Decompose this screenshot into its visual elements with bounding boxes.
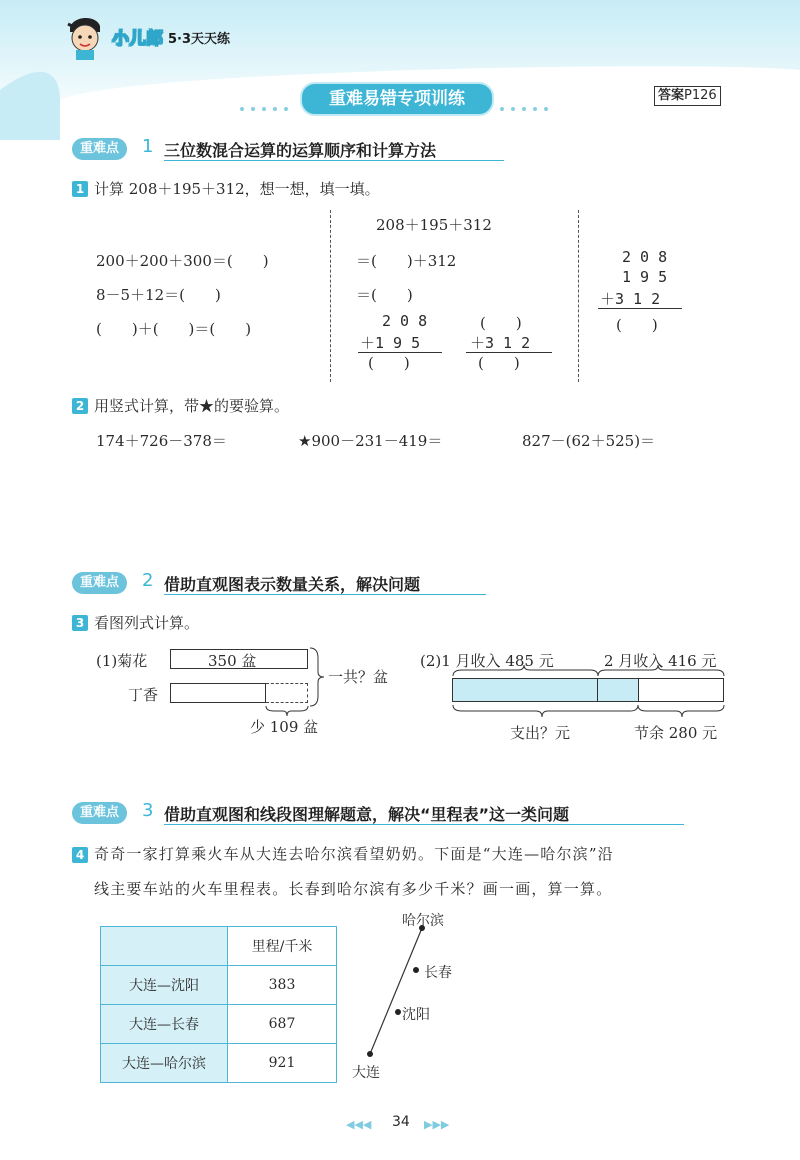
station-dot <box>413 967 419 973</box>
answer-label: 答案 <box>658 88 685 103</box>
mileage-table-header: 里程/千米 <box>228 927 337 966</box>
q2-expression-3: 827－(62＋525)＝ <box>522 432 656 450</box>
section-3-title: 借助直观图和线段图理解题意，解决“里程表”这一类问题 <box>164 805 570 824</box>
mileage-table <box>100 926 337 1083</box>
table-row <box>101 1005 337 1044</box>
mileage-route: 大连—哈尔滨 <box>101 1044 228 1083</box>
page-number: 34 <box>392 1114 410 1130</box>
station-dot <box>367 1051 373 1057</box>
q3-p2-bottom-braces <box>452 703 726 719</box>
question-1-number: 1 <box>72 181 88 197</box>
railway-line-diagram <box>360 920 440 1065</box>
q1-vert2-top: ( ) <box>480 314 522 332</box>
section-1-underline <box>164 160 504 161</box>
section-3-tag: 重难点 <box>72 802 127 824</box>
mileage-km: 383 <box>228 966 337 1005</box>
q3-p2-bar-jan <box>452 678 598 702</box>
q1-left-line-3: ( )＋( )＝( ) <box>96 320 252 338</box>
q1-divider-1 <box>330 210 331 382</box>
section-2-title: 借助直观图表示数量关系，解决问题 <box>164 575 421 594</box>
footer-arrows-left: ◀◀◀ <box>346 1118 372 1131</box>
banner-dots-left <box>240 96 295 100</box>
q1-right-line-1: 2 0 8 <box>622 248 668 266</box>
q1-vert1-result: ( ) <box>368 354 410 372</box>
question-1-text: 计算 208＋195＋312，想一想，填一填。 <box>94 180 380 198</box>
q3-p1-label-1: (1)菊花 <box>96 652 148 670</box>
q1-mid-expression: 208＋195＋312 <box>376 216 492 234</box>
q3-p1-total-brace <box>308 646 328 708</box>
q1-vert1-top: 2 0 8 <box>382 312 428 330</box>
q1-vert1-add: ＋1 9 5 <box>360 334 421 352</box>
station-changchun: 长春 <box>424 965 452 981</box>
footer-arrows-right: ▶▶▶ <box>424 1118 450 1131</box>
table-row <box>101 966 337 1005</box>
q1-left-line-1: 200＋200＋300＝( ) <box>96 252 269 270</box>
section-2-underline <box>164 594 486 595</box>
section-1-tag: 重难点 <box>72 138 127 160</box>
section-1-number: 1 <box>142 136 154 157</box>
q1-right-result: ( ) <box>616 316 658 334</box>
mileage-km: 921 <box>228 1044 337 1083</box>
mileage-table-header-row <box>101 927 337 966</box>
q1-right-line <box>598 308 682 309</box>
q1-vert2-result: ( ) <box>478 354 520 372</box>
table-row <box>101 1044 337 1083</box>
question-4-number: 4 <box>72 847 88 863</box>
question-2-number: 2 <box>72 398 88 414</box>
q3-p2-bar-feb-saved <box>638 678 724 702</box>
q1-mid-step-2: ＝( ) <box>356 286 413 304</box>
station-harbin: 哈尔滨 <box>402 913 444 929</box>
section-1-title: 三位数混合运算的运算顺序和计算方法 <box>164 141 437 160</box>
q3-p2-top-braces <box>452 664 726 678</box>
section-3-number: 3 <box>142 800 154 821</box>
q3-p2-save: 节余 280 元 <box>634 724 718 742</box>
q3-p2-bar-feb-spent <box>597 678 639 702</box>
q1-right-line-3: ＋3 1 2 <box>600 290 661 308</box>
mileage-table-corner <box>101 927 228 966</box>
q1-left-line-2: 8－5＋12＝( ) <box>96 286 221 304</box>
question-2-text: 用竖式计算，带★的要验算。 <box>94 397 290 415</box>
q3-p1-bar-2-missing <box>266 683 308 703</box>
section-2-number: 2 <box>142 570 154 591</box>
mileage-km: 687 <box>228 1005 337 1044</box>
brand-logo-text: 小儿郎 <box>112 29 163 49</box>
section-3-underline <box>164 824 684 825</box>
q2-expression-1: 174＋726－378＝ <box>96 432 227 450</box>
q1-right-line-2: 1 9 5 <box>622 268 668 286</box>
q3-p1-label-2: 丁香 <box>128 686 159 704</box>
banner-dots-right <box>500 96 555 100</box>
q1-divider-2 <box>578 210 579 382</box>
q3-p2-label-feb: 2 月收入 416 元 <box>604 652 717 670</box>
q3-p1-total: 一共？盆 <box>328 668 389 686</box>
mileage-route: 大连—长春 <box>101 1005 228 1044</box>
question-3-number: 3 <box>72 615 88 631</box>
q3-p1-less: 少 109 盆 <box>250 718 319 736</box>
station-dalian: 大连 <box>352 1065 380 1081</box>
q3-p1-value-1: 350 盆 <box>208 652 257 670</box>
series-name: 5·3天天练 <box>168 32 231 47</box>
page-banner: 重难易错专项训练 <box>300 82 494 116</box>
q1-vert2-add: ＋3 1 2 <box>470 334 531 352</box>
question-3-text: 看图列式计算。 <box>94 614 200 632</box>
boy-logo-icon <box>66 14 104 60</box>
answer-reference <box>654 86 721 106</box>
q1-mid-step-1: ＝( )＋312 <box>356 252 457 270</box>
question-4-text-line-2: 线主要车站的火车里程表。长春到哈尔滨有多少千米？画一画，算一算。 <box>94 880 613 898</box>
section-2-tag: 重难点 <box>72 572 127 594</box>
q3-p2-label-jan: (2)1 月收入 485 元 <box>420 652 554 670</box>
question-4-text-line-1: 奇奇一家打算乘火车从大连去哈尔滨看望奶奶。下面是“大连—哈尔滨”沿 <box>94 845 614 863</box>
station-dot <box>395 1009 401 1015</box>
q3-p2-spend: 支出？元 <box>510 724 571 742</box>
q2-expression-2: ★900－231－419＝ <box>298 432 443 450</box>
answer-page: P126 <box>684 88 717 103</box>
mileage-route: 大连—沈阳 <box>101 966 228 1005</box>
q3-p1-bar-2 <box>170 683 266 703</box>
station-shenyang: 沈阳 <box>402 1007 430 1023</box>
